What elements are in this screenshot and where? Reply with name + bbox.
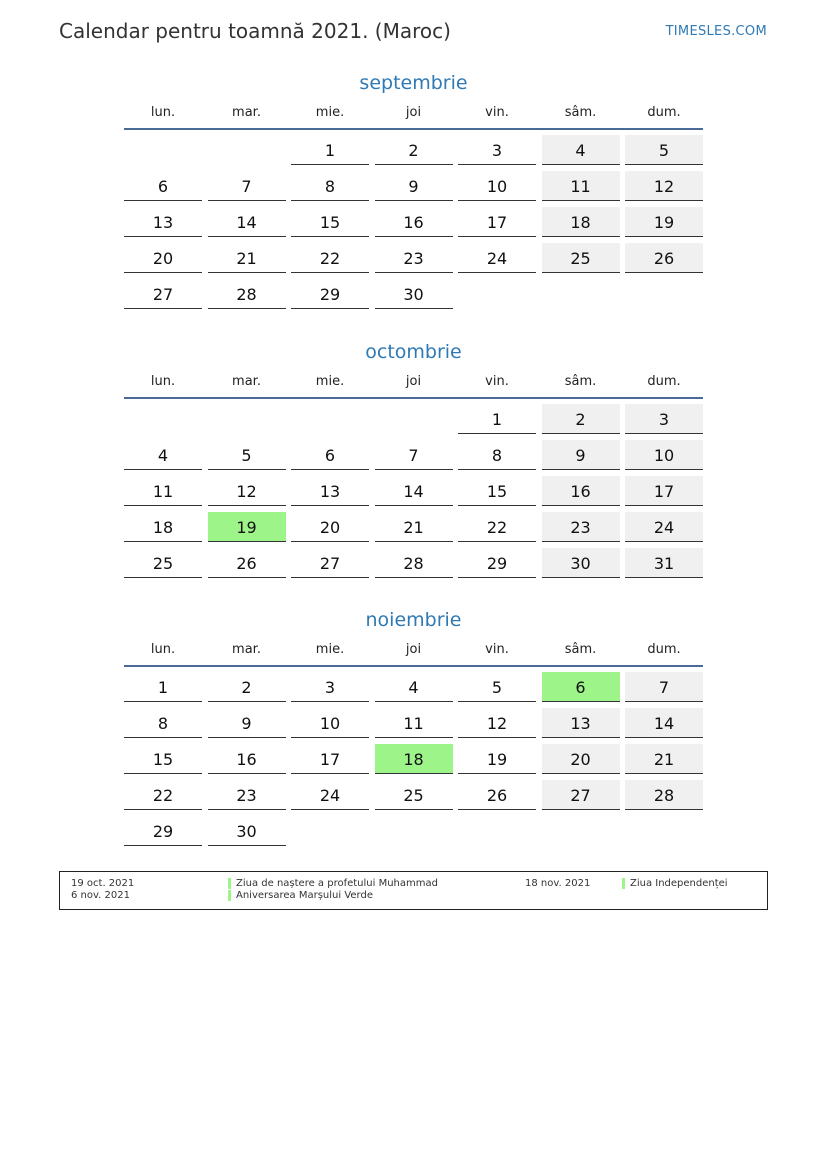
day-cell: 12 xyxy=(625,171,703,201)
day-cell: 3 xyxy=(458,135,536,165)
day-cell: 24 xyxy=(625,512,703,542)
day-cell: 23 xyxy=(542,512,620,542)
weekday-label: sâm. xyxy=(564,374,597,389)
weekday-label: lun. xyxy=(150,642,176,657)
brand-link[interactable]: TIMESLES.COM xyxy=(665,24,767,39)
legend-date: 19 oct. 2021 xyxy=(71,878,135,889)
day-cell: 1 xyxy=(291,135,369,165)
month-november xyxy=(124,608,703,846)
day-cell: 13 xyxy=(291,476,369,506)
day-cell: 27 xyxy=(291,548,369,578)
day-cell: 11 xyxy=(375,708,453,738)
holiday-color-swatch xyxy=(228,890,231,901)
weekday-header xyxy=(124,374,703,399)
weekday-label: dum. xyxy=(647,642,681,657)
day-cell: 8 xyxy=(458,440,536,470)
day-cell: 14 xyxy=(625,708,703,738)
day-cell: 11 xyxy=(542,171,620,201)
day-cell: 2 xyxy=(542,404,620,434)
day-cell: 5 xyxy=(625,135,703,165)
day-cell: 16 xyxy=(542,476,620,506)
day-cell: 20 xyxy=(291,512,369,542)
day-cell: 5 xyxy=(208,440,286,470)
day-cell: 7 xyxy=(375,440,453,470)
day-cell: 20 xyxy=(124,243,202,273)
legend-date: 6 nov. 2021 xyxy=(71,890,130,901)
day-cell: 26 xyxy=(458,780,536,810)
empty-cell xyxy=(124,135,202,165)
month-title: noiembrie xyxy=(365,609,462,631)
day-cell: 9 xyxy=(542,440,620,470)
day-grid xyxy=(124,672,703,846)
day-cell: 15 xyxy=(291,207,369,237)
weekday-label: joi xyxy=(405,105,422,120)
holiday-day-cell: 19 xyxy=(208,512,286,542)
day-cell: 10 xyxy=(291,708,369,738)
day-cell: 28 xyxy=(375,548,453,578)
holiday-legend xyxy=(59,871,768,910)
day-cell: 29 xyxy=(291,279,369,309)
weekday-label: joi xyxy=(405,642,422,657)
day-cell: 4 xyxy=(375,672,453,702)
day-cell: 29 xyxy=(124,816,202,846)
day-cell: 16 xyxy=(375,207,453,237)
day-cell: 9 xyxy=(375,171,453,201)
day-cell: 17 xyxy=(458,207,536,237)
day-cell: 12 xyxy=(458,708,536,738)
day-cell: 18 xyxy=(124,512,202,542)
weekday-label: vin. xyxy=(485,374,509,389)
weekday-label: sâm. xyxy=(564,642,597,657)
day-cell: 29 xyxy=(458,548,536,578)
day-cell: 6 xyxy=(124,171,202,201)
day-cell: 6 xyxy=(291,440,369,470)
day-grid xyxy=(124,404,703,578)
weekday-label: mar. xyxy=(232,374,261,389)
day-cell: 3 xyxy=(291,672,369,702)
day-cell: 19 xyxy=(458,744,536,774)
day-cell: 23 xyxy=(208,780,286,810)
day-cell: 10 xyxy=(458,171,536,201)
day-cell: 25 xyxy=(542,243,620,273)
day-cell: 27 xyxy=(124,279,202,309)
day-cell: 5 xyxy=(458,672,536,702)
weekday-header xyxy=(124,105,703,130)
weekday-label: joi xyxy=(405,374,422,389)
day-cell: 4 xyxy=(542,135,620,165)
day-cell: 23 xyxy=(375,243,453,273)
weekday-label: mie. xyxy=(315,374,345,389)
day-cell: 13 xyxy=(542,708,620,738)
day-cell: 10 xyxy=(625,440,703,470)
weekday-label: vin. xyxy=(485,105,509,120)
day-cell: 8 xyxy=(124,708,202,738)
weekday-header xyxy=(124,642,703,667)
weekday-label: mie. xyxy=(315,105,345,120)
legend-holiday-name: Ziua Independenței xyxy=(630,878,728,889)
day-cell: 26 xyxy=(625,243,703,273)
day-cell: 8 xyxy=(291,171,369,201)
day-cell: 11 xyxy=(124,476,202,506)
day-cell: 17 xyxy=(291,744,369,774)
weekday-label: lun. xyxy=(150,105,176,120)
empty-cell xyxy=(124,404,202,434)
month-october xyxy=(124,340,703,578)
day-cell: 16 xyxy=(208,744,286,774)
day-cell: 14 xyxy=(208,207,286,237)
day-cell: 25 xyxy=(124,548,202,578)
weekday-label: mie. xyxy=(315,642,345,657)
weekday-label: mar. xyxy=(232,642,261,657)
day-cell: 30 xyxy=(542,548,620,578)
day-cell: 14 xyxy=(375,476,453,506)
day-cell: 7 xyxy=(625,672,703,702)
weekday-label: mar. xyxy=(232,105,261,120)
day-cell: 9 xyxy=(208,708,286,738)
day-cell: 1 xyxy=(124,672,202,702)
day-cell: 22 xyxy=(458,512,536,542)
weekday-label: dum. xyxy=(647,105,681,120)
day-cell: 22 xyxy=(124,780,202,810)
month-title: octombrie xyxy=(365,341,462,363)
empty-cell xyxy=(208,135,286,165)
month-september xyxy=(124,71,703,309)
month-title: septembrie xyxy=(359,72,468,94)
weekday-label: vin. xyxy=(485,642,509,657)
legend-holiday-name: Aniversarea Marșului Verde xyxy=(236,890,373,901)
day-cell: 31 xyxy=(625,548,703,578)
day-cell: 24 xyxy=(291,780,369,810)
weekday-label: lun. xyxy=(150,374,176,389)
day-cell: 2 xyxy=(375,135,453,165)
day-cell: 15 xyxy=(458,476,536,506)
day-cell: 3 xyxy=(625,404,703,434)
empty-cell xyxy=(375,404,453,434)
day-cell: 7 xyxy=(208,171,286,201)
day-cell: 4 xyxy=(124,440,202,470)
holiday-color-swatch xyxy=(622,878,625,889)
day-cell: 26 xyxy=(208,548,286,578)
day-cell: 27 xyxy=(542,780,620,810)
day-cell: 13 xyxy=(124,207,202,237)
legend-date: 18 nov. 2021 xyxy=(525,878,591,889)
day-cell: 19 xyxy=(625,207,703,237)
day-cell: 30 xyxy=(375,279,453,309)
day-cell: 22 xyxy=(291,243,369,273)
holiday-day-cell: 18 xyxy=(375,744,453,774)
legend-holiday-name: Ziua de naștere a profetului Muhammad xyxy=(236,878,438,889)
weekday-label: sâm. xyxy=(564,105,597,120)
page-title: Calendar pentru toamnă 2021. (Maroc) xyxy=(59,19,451,43)
day-cell: 21 xyxy=(208,243,286,273)
holiday-day-cell: 6 xyxy=(542,672,620,702)
day-cell: 12 xyxy=(208,476,286,506)
day-cell: 28 xyxy=(625,780,703,810)
weekday-label: dum. xyxy=(647,374,681,389)
empty-cell xyxy=(291,404,369,434)
day-cell: 20 xyxy=(542,744,620,774)
day-cell: 21 xyxy=(375,512,453,542)
day-cell: 18 xyxy=(542,207,620,237)
day-cell: 28 xyxy=(208,279,286,309)
day-cell: 15 xyxy=(124,744,202,774)
holiday-color-swatch xyxy=(228,878,231,889)
day-cell: 30 xyxy=(208,816,286,846)
day-grid xyxy=(124,135,703,309)
day-cell: 24 xyxy=(458,243,536,273)
day-cell: 1 xyxy=(458,404,536,434)
day-cell: 25 xyxy=(375,780,453,810)
day-cell: 17 xyxy=(625,476,703,506)
day-cell: 2 xyxy=(208,672,286,702)
empty-cell xyxy=(208,404,286,434)
day-cell: 21 xyxy=(625,744,703,774)
